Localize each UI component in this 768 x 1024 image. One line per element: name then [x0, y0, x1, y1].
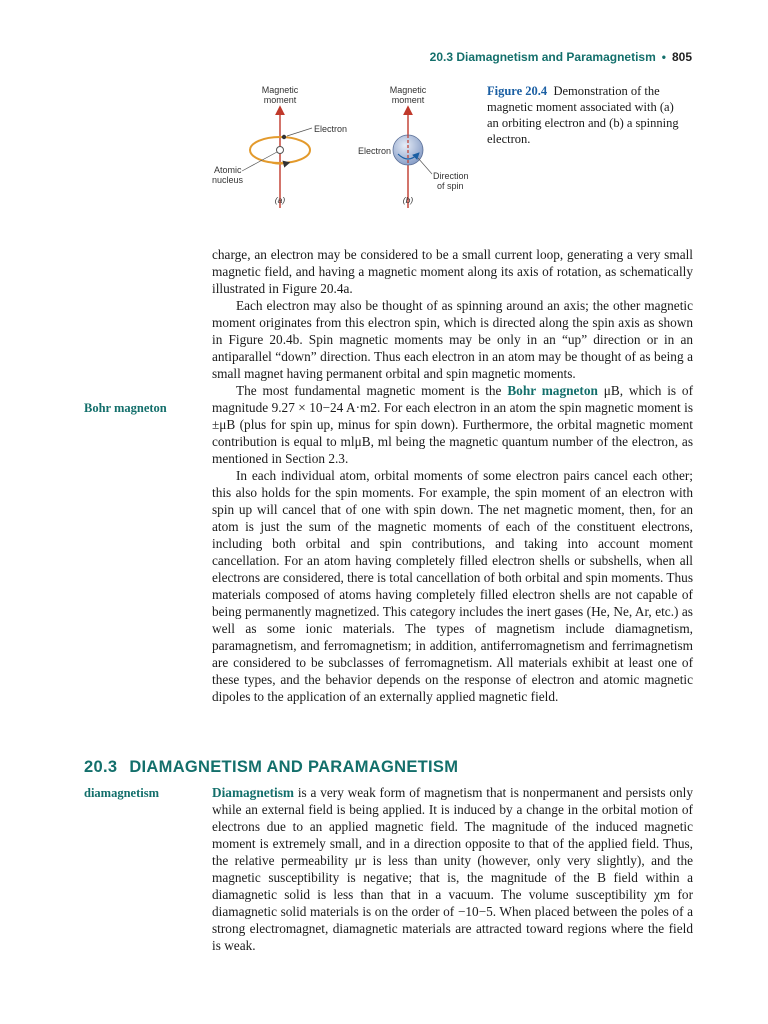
figure-caption-text: Demonstration of the magnetic moment associated with (a) an orbiting electron and (b) a spinning electron.: [487, 84, 679, 146]
spin-leader: [418, 158, 432, 174]
label-a: (a): [274, 195, 286, 205]
keyword-bohr-magneton: Bohr magneton: [507, 383, 598, 398]
diagram-a: [212, 85, 347, 208]
figure-20-4: [200, 78, 500, 213]
header-bullet: •: [661, 50, 666, 64]
margin-term-diamagnetism: diamagnetism: [84, 786, 159, 800]
page-number: 805: [671, 50, 692, 64]
margin-term-bohr-magneton: Bohr magneton: [84, 401, 167, 415]
atomic-nucleus: [277, 147, 284, 154]
label-b: (b): [402, 195, 414, 205]
label-moment-a: moment: [263, 95, 297, 105]
section-number: 20.3: [84, 758, 118, 776]
body-text-section: [212, 784, 693, 954]
keyword-diamagnetism: Diamagnetism: [212, 785, 294, 800]
paragraph-5: [212, 784, 693, 954]
label-atomic: Atomic: [214, 165, 242, 175]
label-electron-a: Electron: [314, 124, 348, 134]
paragraph-3: [212, 382, 693, 467]
paragraph-1: charge, an electron may be considered to be a small current loop, generating a very small magnetic field, and having a magnetic moment along its axis of rotation, as schematically illustrated in Figure 20.4a.: [212, 247, 693, 296]
paragraph-5-rest: is a very weak form of magnetism that is nonpermanent and persists only while an external field is being applied. It is induced by a change in the orbital motion of electrons due to an applied magnetic field. The magnitude of the induced magnetic moment is extremely small, and in a direction opposite to that of the applied field. Thus, the relative permeability μr is less than unity (however, only very slightly), and the magnetic susceptibility is negative; that is, the magnitude of the B field within a diamagnetic solid is less than that in a vacuum. The volume susceptibility χm for diamagnetic solid materials is on the order of −10−5. When placed between the poles of a strong electromagnet, diamagnetic materials are attracted toward regions where the field is weak.: [212, 785, 693, 953]
label-nucleus: nucleus: [212, 175, 244, 185]
nucleus-leader: [242, 152, 277, 171]
magnetic-moment-diagram: [200, 78, 500, 213]
header-section-title: 20.3 Diamagnetism and Paramagnetism: [429, 50, 656, 64]
paragraph-3-rest: μB, which is of magnitude 9.27 × 10−24 A·m2. For each electron in an atom the spin magnetic moment is ±μB (plus for spin up, minus for spin down). Furthermore, the orbital magnetic moment contribution is equal to mlμB, ml being the magnetic quantum number of the electron, as mentioned in Section 2.3.: [212, 383, 694, 466]
label-magnetic-a: Magnetic: [261, 85, 299, 95]
label-direction: Direction: [433, 171, 469, 181]
label-moment-b: moment: [391, 95, 425, 105]
paragraph-4: In each individual atom, orbital moments of some electron pairs cancel each other; this also holds for the spin moments. For example, the spin moment of an electron with spin up will cancel that of one with spin down. The net magnetic moment, then, for an atom is just the sum of the magnetic moments of each of the constituent electrons, including both orbital and spin contributions, and taking into account moment cancellation. For an atom having completely filled electron shells or subshells, when all electrons are considered, there is total cancellation of both orbital and spin moments. Thus materials composed of atoms having completely filled electron shells are not capable of being permanently magnetized. This category includes the inert gases (He, Ne, Ar, etc.) as well as some ionic materials. The types of magnetism include diamagnetism, paramagnetism, and ferromagnetism; in addition, antiferromagnetism and ferrimagnetism are considered to be subclasses of ferromagnetism. All materials exhibit at least one of these types, and the behavior depends on the response of electron and atomic magnetic dipoles to the application of an externally applied magnetic field.: [212, 468, 693, 704]
diagram-b: [358, 85, 469, 208]
figure-caption: [487, 83, 687, 147]
body-text-top: [212, 246, 693, 705]
label-magnetic-b: Magnetic: [389, 85, 427, 95]
electron-leader-a: [287, 128, 312, 136]
section-title: DIAMAGNETISM AND PARAMAGNETISM: [129, 758, 459, 776]
section-heading: [84, 758, 458, 777]
paragraph-2: Each electron may also be thought of as spinning around an axis; the other magnetic moment originates from this electron spin, which is directed along the spin axis as shown in Figure 20.4b. Spin magnetic moments may be only in an “up” direction or in an antiparallel “down” direction. Thus each electron in an atom may be thought of as being a small magnet having permanent orbital and spin magnetic moments.: [212, 298, 693, 381]
label-electron-b: Electron: [358, 146, 392, 156]
orbiting-electron: [282, 135, 286, 139]
paragraph-3-lead: The most fundamental magnetic moment is the: [236, 383, 508, 398]
running-header: [0, 50, 692, 64]
figure-number: Figure 20.4: [487, 84, 548, 98]
label-of-spin: of spin: [437, 181, 464, 191]
